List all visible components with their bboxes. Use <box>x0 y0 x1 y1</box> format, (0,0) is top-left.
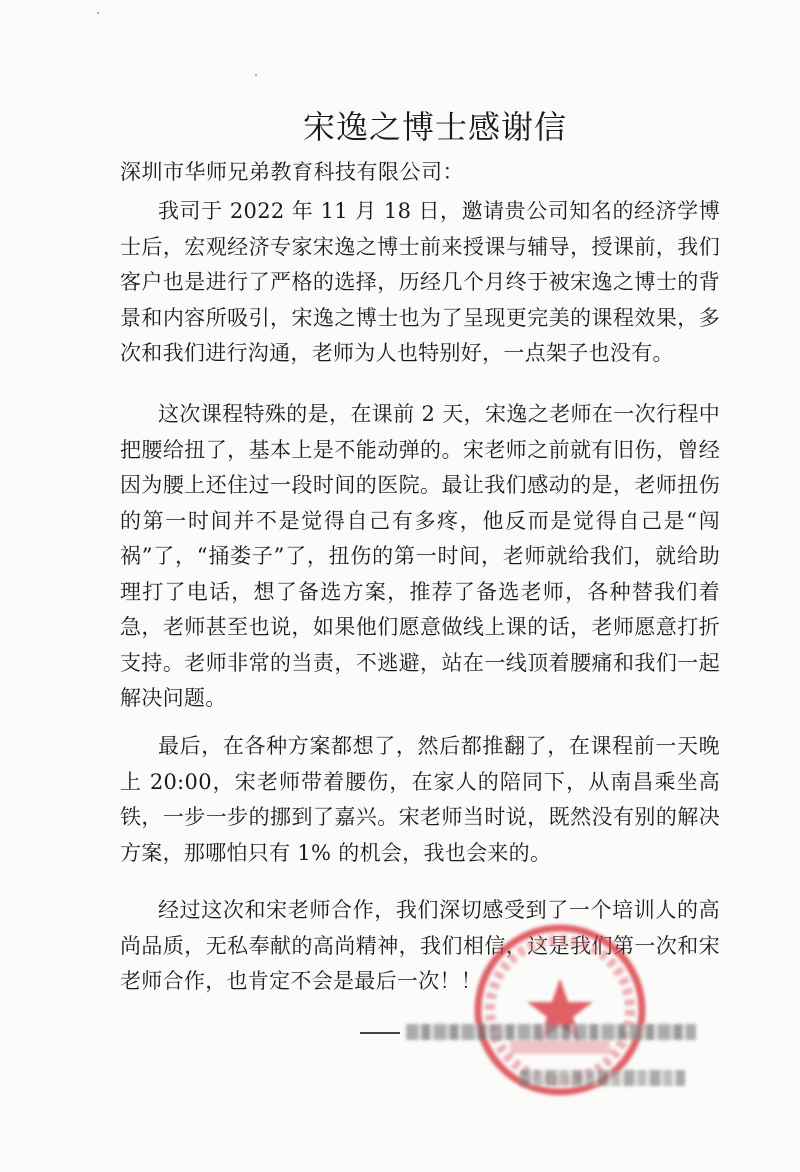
letter-recipient: 深圳市华师兄弟教育科技有限公司： <box>120 160 464 184</box>
scan-speck <box>97 12 99 14</box>
letter-paragraph: 经过这次和宋老师合作，我们深切感受到了一个培训人的高尚品质，无私奉献的高尚精神，我们相信，这是我们第一次和宋老师合作，也肯定不会是最后一次！！ <box>120 898 720 993</box>
signature-dash <box>360 1032 400 1034</box>
blurred-date <box>520 1070 685 1086</box>
letter-paragraph: 我司于 2022 年 11 月 18 日，邀请贵公司知名的经济学博士后，宏观经济专家宋逸之博士前来授课与辅导，授课前，我们客户也是进行了严格的选择，历经几个月终于被宋逸之博士的背景和内容所吸引，宋逸之博士也为了呈现更完美的课程效果，多次和我们进行沟通，老师为人也特别好，一点架子也没有。 <box>120 199 720 365</box>
letter-title: 宋逸之博士感谢信 <box>302 108 567 146</box>
letter-paragraph: 这次课程特殊的是，在课前 2 天，宋逸之老师在一次行程中把腰给扭了，基本上是不能动弹的。宋老师之前就有旧伤，曾经因为腰上还住过一段时间的医院。最让我们感动的是，老师扭伤的第一时间并不是觉得自己有多疼，他反而是觉得自己是“闯祸”了，“捅娄子”了，扭伤的第一时间，老师就给我们，就给助理打了电话，想了备选方案，推荐了备选老师，各种替我们着急，老师甚至也说，如果他们愿意做线上课的话，老师愿意打折支持。老师非常的当责，不逃避，站在一线顶着腰痛和我们一起解决问题。 <box>120 402 720 710</box>
scan-speck <box>255 74 257 76</box>
signature-line <box>360 1024 690 1040</box>
blurred-company-name <box>406 1024 696 1040</box>
letter-paragraph: 最后，在各种方案都想了，然后都推翻了，在课程前一天晚上 20:00，宋老师带着腰伤，在家人的陪同下，从南昌乘坐高铁，一步一步的挪到了嘉兴。宋老师当时说，既然没有别的解决方案，那哪怕只有 1% 的机会，我也会来的。 <box>120 734 720 865</box>
